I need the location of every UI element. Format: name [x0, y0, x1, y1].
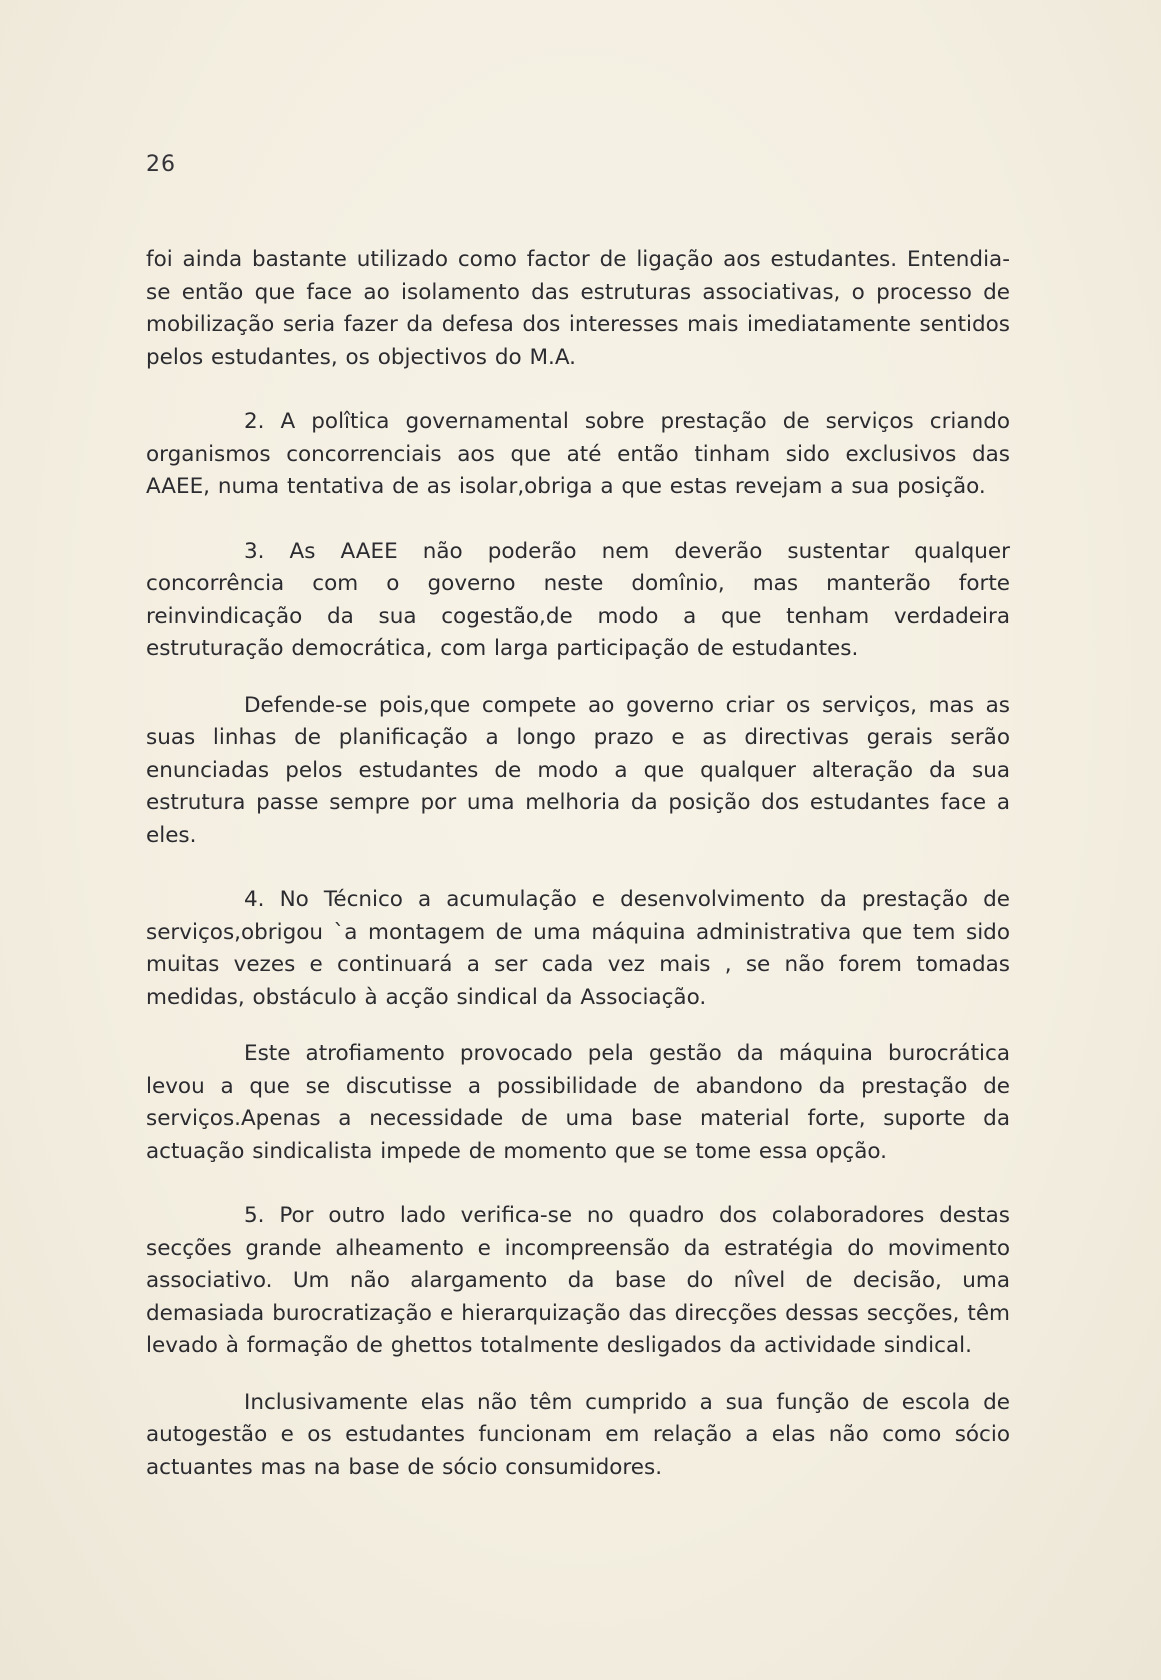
paragraph-defende: Defende-se pois,que compete ao governo criar os serviços, mas as suas linhas de planificação a longo prazo e as directivas gerais serão enunciadas pelos estudantes de modo a que qualquer alteração da sua estrutura passe sempre por uma melhoria da posição dos estudantes face a eles.	[146, 692, 1010, 848]
page-number: 26	[146, 152, 176, 177]
paragraph-point-4: 4. No Técnico a acumulação e desenvolvimento da prestação de serviços,obrigou `a montagem de uma máquina administrativa que tem sido muitas vezes e continuará a ser cada vez mais , se não forem tomadas medidas, obstáculo à acção sindical da Associação.	[146, 887, 1010, 1010]
paragraph-point-3: 3. As AAEE não poderão nem deverão sustentar qualquer concorrência com o governo neste domînio, mas manterão forte reinvindicação da sua cogestão,de modo a que tenham verdadeira estruturação democrática, com larga participação de estudantes.	[146, 538, 1010, 661]
body-text	[146, 244, 1010, 1484]
paragraph-atrofiamento: Este atrofiamento provocado pela gestão da máquina burocrática levou a que se discutisse a possibilidade de abandono da prestação de serviços.Apenas a necessidade de uma base material forte, suporte da actuação sindicalista impede de momento que se tome essa opção.	[146, 1041, 1010, 1164]
paragraph-point-5: 5. Por outro lado verifica-se no quadro dos colaboradores destas secções grande alheamento e incompreensão da estratégia do movimento associativo. Um não alargamento da base do nîvel de decisão, uma demasiada burocratização e hierarquização das direcções dessas secções, têm levado à formação de ghettos totalmente desligados da actividade sindical.	[146, 1203, 1010, 1358]
paragraph-inclusivamente: Inclusivamente elas não têm cumprido a sua função de escola de autogestão e os estudantes funcionam em relação a elas não como sócio actuantes mas na base de sócio consumidores.	[146, 1389, 1010, 1480]
paragraph-continuation: foi ainda bastante utilizado como factor de ligação aos estudantes. Entendia-se então que face ao isolamento das estruturas associativas, o processo de mobilização seria fazer da defesa dos interesses mais imediatamente sentidos pelos estudantes, os objectivos do M.A.	[146, 247, 1010, 370]
paragraph-point-2: 2. A polîtica governamental sobre prestação de serviços criando organismos concorrenciais aos que até então tinham sido exclusivos das AAEE, numa tentativa de as isolar,obriga a que estas revejam a sua posição.	[146, 409, 1010, 499]
